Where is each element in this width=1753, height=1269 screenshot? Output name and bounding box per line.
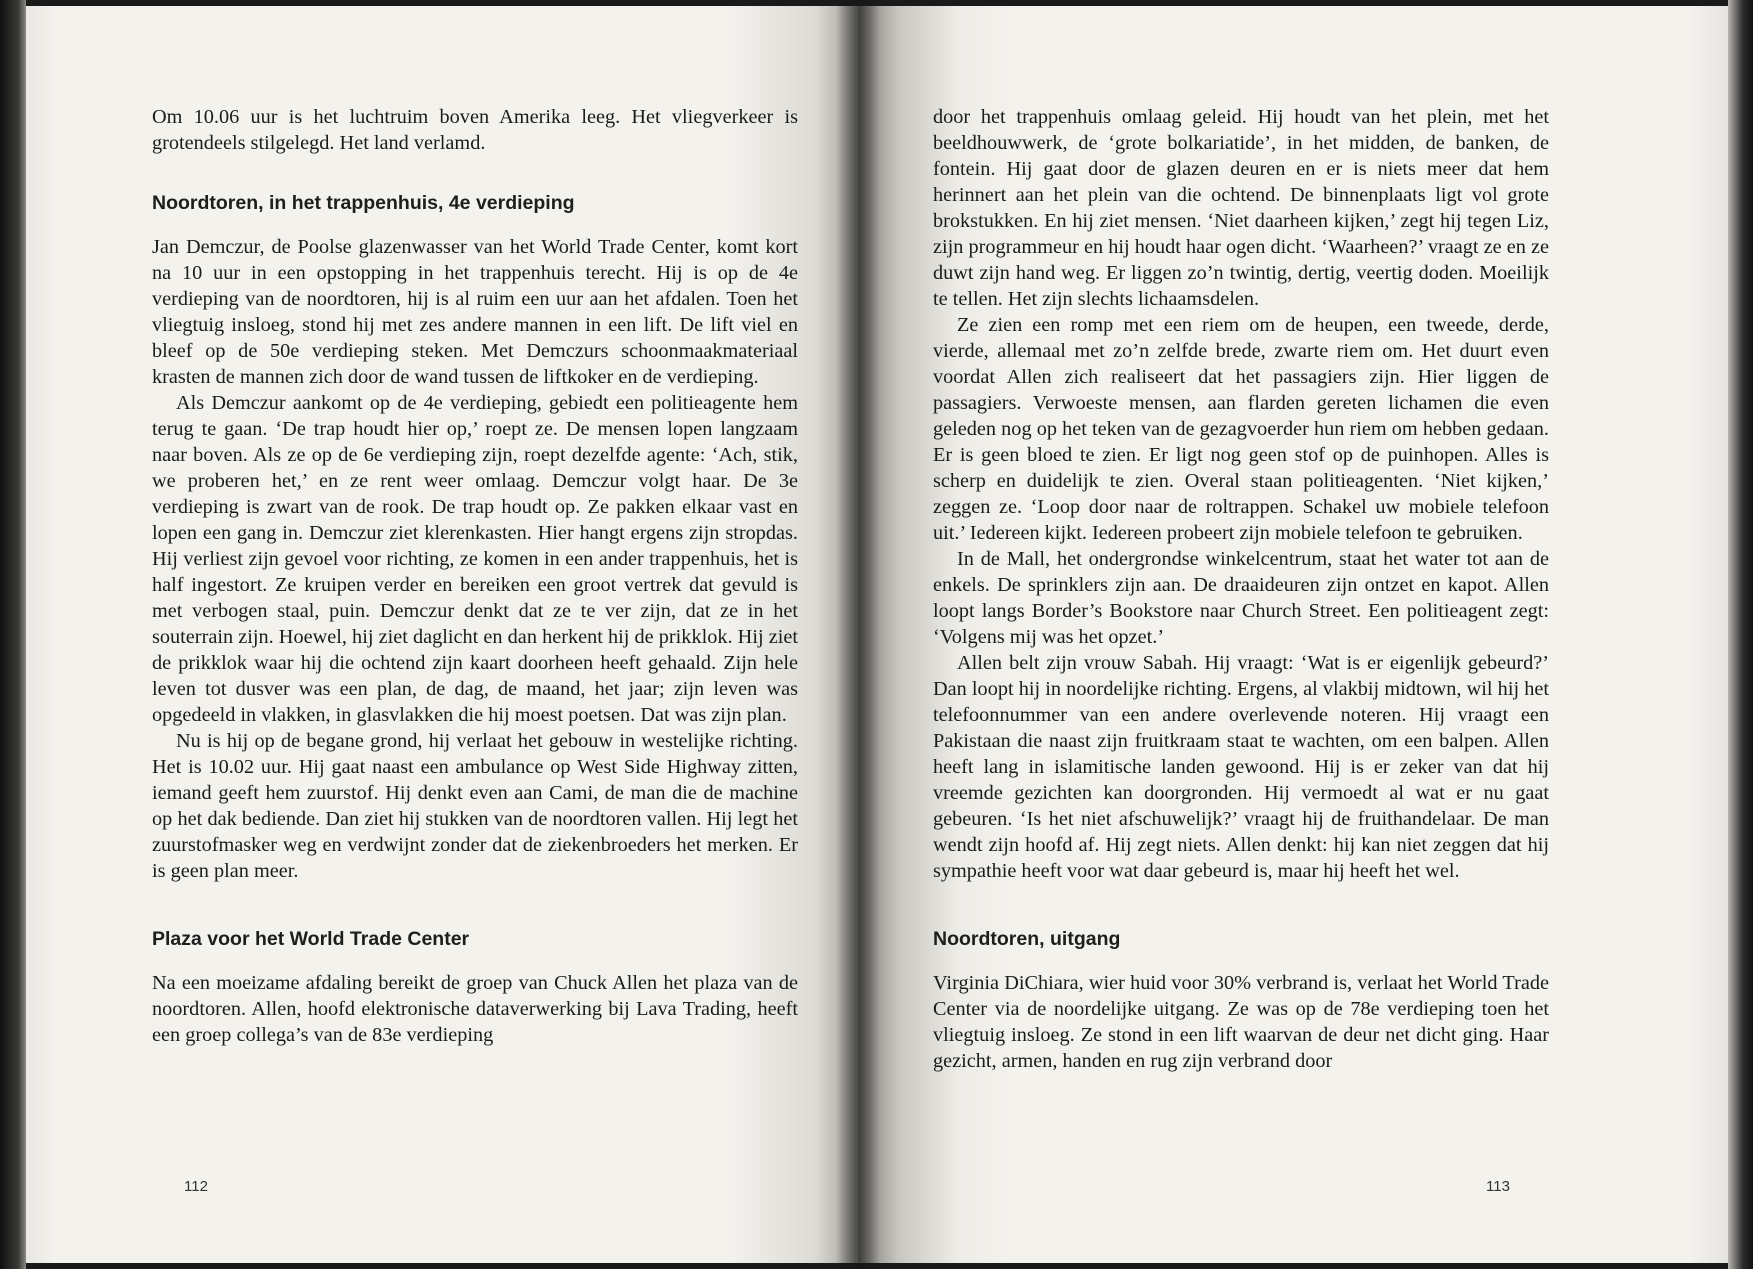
- book-edge-right: [1728, 0, 1753, 1269]
- paragraph: Jan Demczur, de Poolse glazenwasser van het World Trade Center, komt kort na 10 uur in een opstopping in het trappenhuis terecht. Hij is op de 4e verdieping van de noordtoren, hij is al ruim een uur aan het afdalen. Toen het vliegtuig insloeg, stond hij met zes andere mannen in een lift. De lift viel en bleef op de 50e verdieping steken. Met Demczurs schoonmaakmateriaal krasten de mannen zich door de wand tussen de liftkoker en de verdieping.: [152, 236, 798, 388]
- paragraph: Na een moeizame afdaling bereikt de groep van Chuck Allen het plaza van de noordtoren. Allen, hoofd elektronische dataverwerking bij Lava Trading, heeft een groep collega’s van de 83e verdieping: [152, 972, 798, 1046]
- paragraph: Om 10.06 uur is het luchtruim boven Amerika leeg. Het vliegverkeer is grotendeels stilgelegd. Het land verlamd.: [152, 106, 798, 154]
- left-page: [26, 6, 860, 1263]
- section-heading: Plaza voor het World Trade Center: [152, 928, 470, 950]
- left-text-column: [152, 104, 798, 1048]
- paragraph: Ze zien een romp met een riem om de heupen, een tweede, derde, vierde, allemaal met zo’n zelfde brede, zwarte riem om. Het duurt even voordat Allen zich realiseert dat het passagiers zijn. Hier liggen de passagiers. Verwoeste mensen, aan flarden gereten lichamen die even geleden nog op het teken van de gezagvoerder hun riem om hebben gedaan. Er is geen bloed te zien. Er ligt nog geen stof op de puinhopen. Alles is scherp en duidelijk te zien. Overal staan politieagenten. ‘Niet kijken,’ zeggen ze. ‘Loop door naar de roltrappen. Schakel uw mobiele telefoon uit.’ Iedereen kijkt. Iedereen probeert zijn mobiele telefoon te gebruiken.: [933, 314, 1549, 544]
- page-number: 112: [184, 1178, 208, 1195]
- section-heading: Noordtoren, in het trappenhuis, 4e verdieping: [152, 192, 575, 214]
- right-page: [858, 6, 1728, 1263]
- paragraph: door het trappenhuis omlaag geleid. Hij houdt van het plein, met het beeldhouwwerk, de ‘grote bolkariatide’, in het midden, de banken, de fontein. Hij gaat door de glazen deuren en er is niets meer dat hem herinnert aan het plein van die ochtend. De binnenplaats ligt vol grote brokstukken. En hij ziet mensen. ‘Niet daarheen kijken,’ zegt hij tegen Liz, zijn programmeur en hij houdt haar ogen dicht. ‘Waarheen?’ vraagt ze en ze duwt zijn hand weg. Er liggen zo’n twintig, dertig, veertig doden. Moeilijk te tellen. Het zijn slechts lichaamsdelen.: [933, 106, 1549, 310]
- book-edge-left: [0, 0, 26, 1269]
- paragraph: In de Mall, het ondergrondse winkelcentrum, staat het water tot aan de enkels. De sprinklers zijn aan. De draaideuren zijn ontzet en kapot. Allen loopt langs Border’s Bookstore naar Church Street. Een politieagent zegt: ‘Volgens mij was het opzet.’: [933, 548, 1549, 648]
- right-text-column: [933, 104, 1549, 1074]
- paragraph: Allen belt zijn vrouw Sabah. Hij vraagt: ‘Wat is er eigenlijk gebeurd?’ Dan loopt hij in noordelijke richting. Ergens, al vlakbij midtown, wil hij het telefoonnummer van een andere overlevende noteren. Hij vraagt een Pakistaan die naast zijn fruitkraam staat te wachten, om een balpen. Allen heeft lang in islamitische landen gewoond. Hij is er zeker van dat hij vreemde gezichten kan doorgronden. Hij vermoedt al wat er nu gaat gebeuren. ‘Is het niet afschuwelijk?’ vraagt hij de fruithandelaar. De man wendt zijn hoofd af. Hij zegt niets. Allen denkt: hij kan niet zeggen dat hij sympathie heeft voor wat daar gebeurd is, maar hij heeft het wel.: [933, 652, 1549, 882]
- paragraph: Nu is hij op de begane grond, hij verlaat het gebouw in westelijke richting. Het is 10.02 uur. Hij gaat naast een ambulance op West Side Highway zitten, iemand geeft hem zuurstof. Hij denkt even aan Cami, de man die de machine op het dak bediende. Dan ziet hij stukken van de noordtoren vallen. Hij legt het zuurstofmasker weg en verdwijnt zonder dat de ziekenbroeders het merken. Er is geen plan meer.: [152, 730, 798, 882]
- section-heading: Noordtoren, uitgang: [933, 928, 1121, 950]
- book-gutter: [836, 0, 880, 1269]
- page-number: 113: [1486, 1178, 1510, 1195]
- paragraph: Als Demczur aankomt op de 4e verdieping, gebiedt een politieagente hem terug te gaan. ‘De trap houdt hier op,’ roept ze. De mensen lopen langzaam naar boven. Als ze op de 6e verdieping zijn, roept dezelfde agente: ‘Ach, stik, we proberen het,’ en ze rent weer omlaag. Demczur volgt haar. De 3e verdieping is zwart van de rook. De trap houdt op. Ze pakken elkaar vast en lopen een gang in. Demczur ziet klerenkasten. Hier hangt ergens zijn stropdas. Hij verliest zijn gevoel voor richting, ze komen in een ander trappenhuis, het is half ingestort. Ze kruipen verder en bereiken een groot vertrek dat gevuld is met verbogen staal, puin. Demczur denkt dat ze te ver zijn, dat ze in het souterrain zijn. Hoewel, hij ziet daglicht en dan herkent hij de prikklok. Hij ziet de prikklok waar hij die ochtend zijn kaart doorheen heeft gehaald. Zijn hele leven tot dusver was een plan, de dag, de maand, het jaar; zijn leven was opgedeeld in vlakken, in glasvlakken die hij moest poetsen. Dat was zijn plan.: [152, 392, 798, 726]
- paragraph: Virginia DiChiara, wier huid voor 30% verbrand is, verlaat het World Trade Center via de noordelijke uitgang. Ze was op de 78e verdieping toen het vliegtuig insloeg. Ze stond in een lift waarvan de deur net dicht ging. Haar gezicht, armen, handen en rug zijn verbrand door: [933, 972, 1549, 1072]
